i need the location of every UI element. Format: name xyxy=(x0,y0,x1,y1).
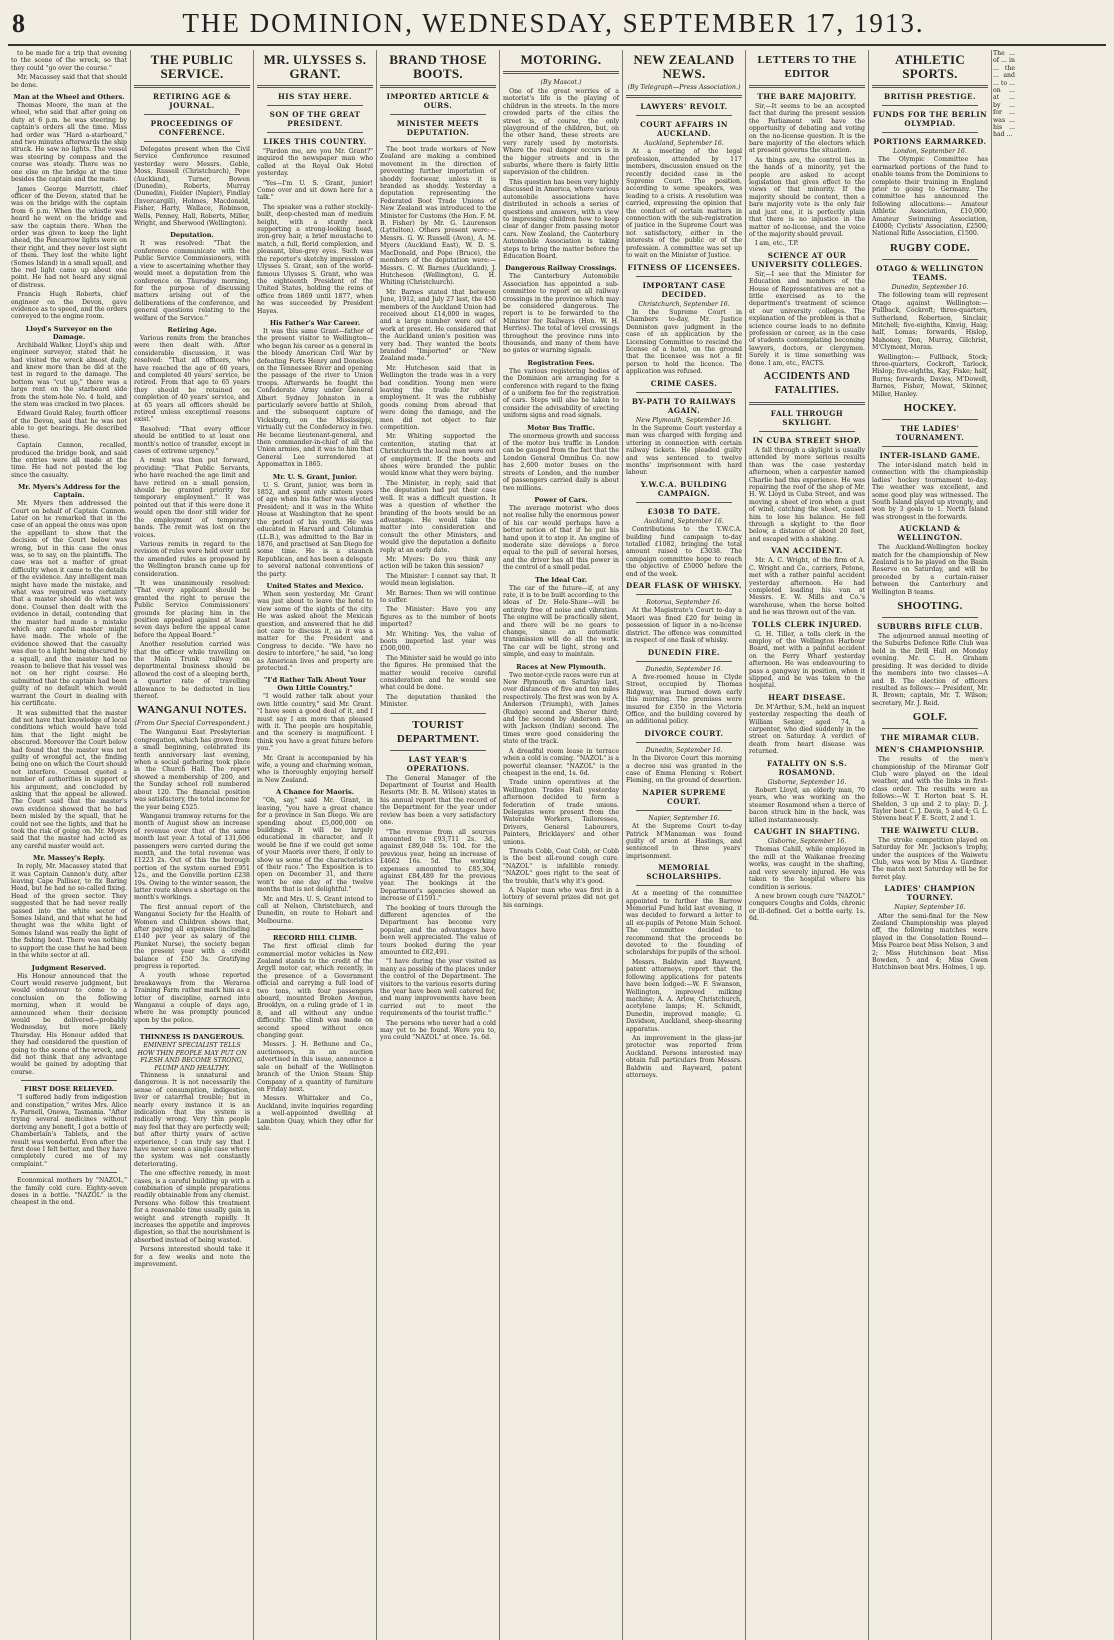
section-heading: Mr. U. S. Grant, Junior. xyxy=(272,472,358,481)
section-heading: Retiring Age. xyxy=(167,325,217,334)
article-subheadline: IMPORTANT CASE DECIDED. xyxy=(642,280,726,299)
article-subheadline: LIKES THIS COUNTRY. xyxy=(263,137,367,146)
section-heading: The Ideal Car. xyxy=(535,575,587,584)
column-6: NEW ZEALAND NEWS. (By Telegraph—Press Association.) LAWYERS' REVOLT. COURT AFFAIRS IN AUCKLAND. Auckland, September 16. At a meeting of the legal profession, attended by 117 members, discussion ensued on the recently decided case in the Supreme Court. The position, according to some speakers, was leading to a crisis. A resolution was carried, expressing the opinion that the conduct of certain matters in connection with the sub-registration of justice in the Supreme Court was not satisfactory, either in the interests of the public or of the profession. A committee was set up to wait on the Minister of Justice. FITNESS OF LICENSEES. IMPORTANT CASE DECIDED. Christchurch, September 16. In the Supreme Court in Chambers to-day, Mr. Justice Denniston gave judgment in the case of an application by the Licensing Committee to rescind the license of a hotel, on the ground that the licensee was not a fit person to hold the licence. The application was refused. CRIME CASES. BY-PATH TO RAILWAYS AGAIN. New Plymouth, September 16. In the Supreme Court yesterday a man was charged with forging and uttering in connection with certain railway tickets. He pleaded guilty and was sentenced to twelve months' imprisonment with hard labour. Y.W.C.A. BUILDING CAMPAIGN. £3038 TO DATE. Auckland, September 16. Contributions to the Y.W.C.A. building fund campaign to-day totalled £1082, bringing the total amount raised to £3038. The campaign committee hope to reach the objective of £5000 before the end of the week. DEAR FLASK OF WHISKY. Rotorua, September 16. At the Magistrate's Court to-day a Maori was fined £20 for being in possession of liquor in a no-license district. The offence was committed in respect of one flask of whisky. DUNEDIN FIRE. Dunedin, September 16. A five-roomed house in Clyde Street, occupied by Thomas Ridgway, was burned down early this morning. The premises were insured for £350 in the Victoria Office, and the building covered by an additional policy. DIVORCE COURT. Dunedin, September 16. In the Divorce Court this morning a decree nisi was granted in the case of Emma Fleming v. Robert Fleming, on the ground of desertion. NAPIER SUPREME COURT. Napier, September 16. At the Supreme Court to-day Patrick M'Manaman was found guilty of arson at Hastings, and sentenced to three years' imprisonment. MEMORIAL SCHOLARSHIPS. At a meeting of the committee appointed to further the Barrow Memorial Fund held last evening, it was decided to forward a letter to all ex-pupils of Petone Main School. The committee decided to recommend that the proceeds be devoted to the founding of scholarships for pupils of the school. Messrs. Baldwin and Rayward, patent attorneys, report that the following applications for patents have been lodged:—W. F. Swanson, Wellington, improved milking machine; A. A. Arlow, Christchurch, acetylene lamps; H. Schmidt, Dunedin, improved mangle; G. Davidson, Auckland, sheep-shearing apparatus. An improvement in the glass-jar protector was reported from Auckland. Persons interested may obtain full particulars from Messrs. Baldwin and Rayward, patent attorneys. xyxy=(623,50,746,1640)
advert-heading: FIRST DOSE RELIEVED. xyxy=(24,1085,114,1094)
section-heading: Judgment Reserved. xyxy=(31,963,107,972)
column-9: The ... of ... in ... the ... and ... to ... on ... at ... by ... for ... was ... his ... had ... xyxy=(993,50,1015,139)
section-heading: A Chance for Maoris. xyxy=(276,788,354,797)
article-subheadline: FATALITY ON S.S. ROSAMOND. xyxy=(767,758,847,777)
article-subheadline: MINISTER MEETS DEPUTATION. xyxy=(396,119,480,137)
section-heading: Registration Fees. xyxy=(527,358,595,367)
article-headline: THE PUBLIC SERVICE. xyxy=(150,52,234,81)
page-number: 8 xyxy=(12,9,25,38)
article-headline: ACCIDENTS AND FATALITIES. xyxy=(763,371,851,396)
newspaper-title: THE DOMINION, WEDNESDAY, SEPTEMBER 17, 1913. xyxy=(182,8,925,38)
article-subheadline: CRIME CASES. xyxy=(650,378,718,388)
article-subheadline: FUNDS FOR THE BERLIN OLYMPIAD. xyxy=(872,110,988,128)
article-subheadline: BY-PATH TO RAILWAYS AGAIN. xyxy=(631,396,737,415)
section-heading: Motor Bus Traffic. xyxy=(527,423,595,432)
article-subheadline: MEN'S CHAMPIONSHIP. xyxy=(875,745,985,755)
article-subheadline: BRITISH PRESTIGE. xyxy=(884,92,976,101)
article-subheadline: THE WAIWETU CLUB. xyxy=(880,825,980,835)
article-subheadline: THE LADIES' TOURNAMENT. xyxy=(895,423,965,442)
byline: (From Our Special Correspondent.) xyxy=(134,719,250,728)
article-subheadline: MEMORIAL SCHOLARSHIPS. xyxy=(646,863,722,882)
masthead xyxy=(8,6,1106,46)
section-heading: Mr. Massey's Reply. xyxy=(33,854,105,863)
article-headline: TOURIST DEPARTMENT. xyxy=(396,718,480,745)
article-headline: ATHLETIC SPORTS. xyxy=(894,52,966,81)
article-subheadline: FALL THROUGH SKYLIGHT. xyxy=(770,409,844,427)
column-8: ATHLETIC SPORTS. BRITISH PRESTIGE. FUNDS FOR THE BERLIN OLYMPIAD. PORTIONS EARMARKED. London, September 16. The Olympic Committee has earmarked portions of the fund to enable teams from the Dominions to complete their training in England prior to going to Germany. The committee has announced the following allocations:— Amateur Athletic Association, £10,000; Amateur Swimming Association, £4000; Cyclists' Association, £2500; National Rifle Association, £1500. RUGBY CODE. OTAGO & WELLINGTON TEAMS. Dunedin, September 16. The following team will represent Otago against Wellington:— Fullback, Cockroft; three-quarters, Sutherland, Robertson, Sinclair, Mitchell; five-eighths, Kinvig, Haig; half, Lomas; forwards, Hislop, Mahoney, Don, Murray, Gilchrist, M'Clymont, Moran. Wellington:— Fullback, Stock; three-quarters, Cockroft, Tarlock, Hislop; five-eighths, Kay, Fiske; half, Burns; forwards, Davies, M'Dowell, Barnes, Fisher, Mowat, Skinner, Miller, Hanley. HOCKEY. THE LADIES' TOURNAMENT. INTER-ISLAND GAME. The inter-island match held in connection with the championship ladies' hockey tournament to-day. The weather was excellent, and some good play was witnessed. The South Island played up strongly, and won by 3 goals to 1. North Island was strongest in the forwards. AUCKLAND & WELLINGTON. The Auckland-Wellington hockey match for the championship of New Zealand is to be played on the Basin Reserve on Saturday, and will be preceded by a curtain-raiser between the Canterbury and Wellington B teams. SHOOTING. SUBURBS RIFLE CLUB. The adjourned annual meeting of the Suburbs Defence Rifle Club was held in the Drill Hall on Monday evening. Mr. C. H. Graham presiding. It was decided to divide the members into two classes—A and B. The election of officers resulted as follows:— President, Mr. R. Brown; captain, Mr. T. Wilson; secretary, Mr. J. Reid. GOLF. THE MIRAMAR CLUB. MEN'S CHAMPIONSHIP. The results of the men's championship of the Miramar Golf Club were played on the ideal weather, and with the links in first-class order. The results were as follows:—W. T. Horton beat S. H. Sheldon, 3 up and 2 to play; D. J. Taylor beat C. J. Davis, 5 and 4; G. L. Stevens beat F. E. Scott, 2 and 1. THE WAIWETU CLUB. The stroke competition played on Saturday for Mr. Jackson's trophy, under the auspices of the Waiwetu Club, was won by Miss A. Gardner. The match next Saturday will be for ferret play. LADIES' CHAMPION TOURNEY. Napier, September 16. After the semi-final for the New Zealand Championship was played off, the following matches were played in the Consolation Round—Miss Pearce beat Miss Nelson, 3 and 2; Miss Hutchinson beat Miss Bowden, 5 and 4; Miss Gwen Hutchinson beat Mrs. Holmes, 1 up. xyxy=(869,50,992,1640)
section-heading: Man at the Wheel and Others. xyxy=(13,93,125,102)
article-subheadline: CAUGHT IN SHAFTING. xyxy=(753,827,861,837)
article-subheadline: RETIRING AGE & JOURNAL. xyxy=(153,92,231,110)
section-heading: His Father's War Career. xyxy=(269,318,361,327)
article-subheadline: DEAR FLASK OF WHISKY. xyxy=(626,581,742,591)
article-headline: MR. ULYSSES S. GRANT. xyxy=(263,52,367,81)
article-subheadline: HEART DISEASE. xyxy=(768,692,846,702)
column-7: LETTERS TO THE EDITOR THE BARE MAJORITY. Sir,—It seems to be an accepted fact that during the present session the Parliament will have the opportunity of debating and voting on the no-license question. It is the bare majority of the electors which at present governs the situation. As things are, the control lies in the hands of a minority, yet the people are asked to accept legislation that gives effect to the views of that minority. If the majority should be content, then a bare majority vote is the only fair and just one, it is perfectly plain that there is no injustice in the matter of no-license, and the voice of the majority should prevail. I am, etc., T.P. SCIENCE AT OUR UNIVERSITY COLLEGES. Sir,—I see that the Minister for Education and members of the House of Representatives are not a little exercised as to the department's treatment of science at our university colleges. The explanation of the problem is that a science course leads to no definite profession or career, as in the case of students contemplating becoming lawyers, doctors, or clergymen. Surely it is time something was done. I am, etc., FACTS. ACCIDENTS AND FATALITIES. FALL THROUGH SKYLIGHT. IN CUBA STREET SHOP. A fall through a skylight is usually attended by more serious results than was the case yesterday afternoon, when a carpenter named Charlie had this experience. He was repairing the roof of the shop of Mr. H. W. Lloyd in Cuba Street, and was moving a sheet of iron when a gust of wind, catching the sheet, caused him to lose his balance. He fell through a skylight to the floor below, a distance of about 20 feet, and escaped with a shaking. VAN ACCIDENT. Mr. A. C. Wright, of the firm of A. C. Wright and Co., carriers, Petone, met with a rather painful accident yesterday afternoon. He had completed loading his van at Messrs. E. W. Mills and Co.'s warehouse, when the horse bolted and he was thrown out of the van. TOLLS CLERK INJURED. G. H. Tiller, a tolls clerk in the employ of the Wellington Harbour Board, met with a painful accident on the Ferry Wharf yesterday afternoon. He was endeavouring to pass a gangway in position, when it slipped, and he was taken to the hospital. HEART DISEASE. Dr. M'Arthur, S.M., held an inquest yesterday respecting the death of William Senior, aged 74, a carpenter, who died suddenly in the street on Saturday. A verdict of death from heart disease was returned. FATALITY ON S.S. ROSAMOND. Gisborne, September 16. Robert Lloyd, an elderly man, 70 years, who was working on the steamer Rosamond when a tierce of bacon struck him in the back, was killed instantaneously. CAUGHT IN SHAFTING. Gisborne, September 16. Thomas Cahill, while employed in the mill at the Waikanae freezing works, was caught in the shafting, and very severely injured. He was taken to the hospital where his condition is serious. A new brown cough cure "NAZOL" conquers Coughs and Colds, chronic or ill-defined. Get a bottle early. 1s. 6d. xyxy=(746,50,869,1640)
section-heading: Races at New Plymouth. xyxy=(516,662,606,671)
article-subheadline: INTER-ISLAND GAME. xyxy=(879,450,981,460)
section-heading: Power of Cars. xyxy=(534,495,588,504)
article-subheadline: LAST YEAR'S OPERATIONS. xyxy=(406,754,470,773)
article-subheadline: COURT AFFAIRS IN AUCKLAND. xyxy=(640,120,728,138)
section-heading: Mr. Myers's Address for the Captain. xyxy=(17,483,121,500)
article-headline: RUGBY CODE. xyxy=(890,241,970,254)
article-subheadline: DIVORCE COURT. xyxy=(644,728,724,738)
section-heading: Dangerous Railway Crossings. xyxy=(505,264,617,273)
article-subheadline: LAWYERS' REVOLT. xyxy=(640,102,728,111)
article-subheadline: FITNESS OF LICENSEES. xyxy=(627,262,741,272)
section-heading: Lloyd's Surveyor on the Damage. xyxy=(25,324,113,341)
article-headline: NEW ZEALAND NEWS. xyxy=(633,52,735,81)
article-subheadline: SON OF THE GREAT PRESIDENT. xyxy=(269,110,361,128)
column-3: MR. ULYSSES S. GRANT. HIS STAY HERE. SON OF THE GREAT PRESIDENT. LIKES THIS COUNTRY. "Pardon me, are you Mr. Grant?" inquired the newspaper man who called at the Royal Oak Hotel yesterday. "Yes—I'm U. S. Grant, junior! Come over and sit down here for a talk." The speaker was a rather stockily-built, deep-chested man of medium height, with a sturdy neck supporting a strong-looking head, iron-grey hair, a brief moustache to match, a full, florid complexion, and pleasant, blue-grey eyes. Such was the reporter's sketchy impression of Ulysses S. Grant, son of the world-famous Ulysses S. Grant, who was the eighteenth President of the United States, holding the reins of office from 1869 until 1877, when he was succeeded by President Hayes. His Father's War Career. It was this same Grant—father of the present visitor to Wellington—who began his career as a general in the bloody American Civil War by defeating Forts Henry and Donelson on the Tennessee River and opening the passage of the river to Union troops. Afterwards he fought the Confederate Army under General Albert Sydney Johnston in a particularly severe battle at Shiloh, and the subsequent capture of Vicksburg, on the Mississippi, virtually cut the Confederacy in two. He became lieutenant-general, and then commander-in-chief of all the Union armies, and it was to him that General Lee surrendered at Appomattox in 1865. Mr. U. S. Grant, Junior. U. S. Grant, junior, was born in 1852, and spent only sixteen years of age when his father was elected President; and it was in the White House at Washington that he spent the period of his youth. He was educated in Harvard and Columbia (LL.B.), was admitted to the Bar in 1876, and practised at San Diego for some time. He is a staunch Republican, and has been a delegate to several national conventions of the party. United States and Mexico. When seen yesterday, Mr. Grant was just about to leave the hotel to view some of the sights of the city. He was asked about the Mexican question, and answered that he did not care to discuss it, as it was a matter for the President and Congress to decide. "We have no desire to interfere," he said, "so long as American lives and property are protected." "I'd Rather Talk About Your Own Little Country." "I would rather talk about your own little country," said Mr. Grant. "I have seen a good deal of it, and I must say I am more than pleased with it. The people are hospitable, and the scenery is magnificent. I think you have a great future before you." Mr. Grant is accompanied by his wife, a young and charming woman, who is thoroughly enjoying herself in New Zealand. A Chance for Maoris. "Oh, say," said Mr. Grant, in leaving, "you have a great chance for a province in San Diego. We are spending about £5,000,000 on buildings. It will be largely educational in character, and it would be fine if we could get some of your Maoris over there, if only to show us some of the characteristics of their race." The Exposition is to open on December 31, and there won't be one day of the twelve months that is not delightful." Mr. and Mrs. U. S. Grant intend to call at Nelson, Christchurch, and Dunedin, en route to Hobart and Melbourne. RECORD HILL CLIMB. The first official climb for commercial motor vehicles in New Zealand stands to the credit of the Argyll motor car, which recently, in the presence of a Government official and carrying a full load of two tons, with four passengers aboard, mounted Broken Avenue, Brooklyn, on a ruling grade of 1 in 8, and all without any undue difficulty. The climb was made on second speed without once changing gear. Messrs. J. H. Bethune and Co., auctioneers, in an auction advertised in this issue, announce a sale on behalf of the Wellington branch of the Union Steam Ship Company of a quantity of furniture on Friday next. Messrs. Whittaker and Co., Auckland, invite inquiries regarding a well-appointed dwelling at Lambton Quay, which they offer for sale. xyxy=(254,50,377,1640)
section-heading: United States and Mexico. xyxy=(266,581,364,590)
article-subheadline: SUBURBS RIFLE CLUB. xyxy=(877,622,983,632)
article-subheadline: IMPORTED ARTICLE & OURS. xyxy=(386,92,490,110)
article-subheadline: OTAGO & WELLINGTON TEAMS. xyxy=(876,263,984,282)
article-headline: MOTORING. xyxy=(520,52,602,67)
article-subheadline: PROCEEDINGS OF CONFERENCE. xyxy=(150,119,234,137)
article-headline: HOCKEY. xyxy=(903,401,957,414)
section-heading: Deputation. xyxy=(170,231,214,240)
columns xyxy=(8,50,1106,1640)
column-5: MOTORING. (By Mascot.) One of the great worries of a motorist's life is the playing of children in the streets. In the more crowded parts of the cities the street is, of course, the only playground of the children, but, on the other hand, these streets are very rarely used by motorists. Where the real danger occurs is in the bigger streets and in the suburbs, where there is fairly little supervision of the children. This question has been very highly discussed in America, where various automobile associations have distributed in schools a series of questions and answers, with a view to impressing children how to keep clear of danger from passing motor cars. New Zealand, the Canterbury Automobile Association is taking steps to bring the matter before the Education Board. Dangerous Railway Crossings. The Canterbury Automobile Association has appointed a sub-committee to report on all railway crossings in the province which may be considered dangerous. The report is to be forwarded to the Minister for Railways (Hon. W. H. Herries). The total of level crossings throughout the province runs into thousands, and many of them have no gates or warning signals. Registration Fees. The various registering bodies of the Dominion are arranging for a conference with regard to the fixing of a uniform fee for the registration of cars. Steps will also be taken to consider the advisability of erecting uniform signs and road signals. Motor Bus Traffic. The enormous growth and success of the motor bus traffic in London can be gauged from the fact that the London General Omnibus Co. now has 2,600 motor buses on the streets of London, and the number of passengers carried daily is about two millions. Power of Cars. The average motorist who does not realise fully the enormous power of his car would perhaps have a better notion of that if he put his hand upon it to stop it. An engine of moderate size develops a force equal to the pull of several horses, and the driver has all this power in the control of a small pedal. The Ideal Car. The car of the future—if, at any rate, it is to be built according to the ideas of Dr. Hele-Shaw—will be entirely free of noise and vibration. The engine will be practically silent, and there will be no gears to change, since an automatic transmission will do all the work. The car will be light, strong and simple, and easy to maintain. Races at New Plymouth. Two motor-cycle races were run at New Plymouth on Saturday last, over distances of five and ten miles respectively. The first was won by A. Anderson (Triumph), with James (Rudge) second and Sherer third; and the second by Anderson also, with Jackson (Indian) second. The times were good considering the state of the track. A dreadful room lease in terrace when a cold is coming. "NAZOL" is a powerful cleanser. "NAZOL" is the cheapest in the end, 1s. 6d. Trade union operatives at the Wellington Trades Hall yesterday afternoon decided to form a federation of trade unions. Delegates were present from the Waterside Workers, Tailoresses, Drivers, General Labourers, Painters, Bricklayers' and other unions. Threats Cobb, Coat Cobb, or Cobb is the best all-round cough cure. "NAZOL" is infallible remedy. "NAZOL" goes right to the seat of the trouble, that's why it's good. A Napier man who was first in a lottery of several prizes did not get his earnings. xyxy=(500,50,623,1640)
byline: (By Telegraph—Press Association.) xyxy=(627,83,741,91)
article-subheadline: THE MIRAMAR CLUB. xyxy=(880,733,980,743)
article-subheadline: AUCKLAND & WELLINGTON. xyxy=(897,524,963,543)
byline: (By Mascot.) xyxy=(540,78,582,86)
article-subheadline: THE BARE MAJORITY. xyxy=(757,92,857,101)
article-subheadline: LADIES' CHAMPION TOURNEY. xyxy=(884,884,976,903)
article-headline: WANGANUI NOTES. xyxy=(137,704,247,717)
section-heading: RECORD HILL CLIMB. xyxy=(272,934,357,943)
article-headline: LETTERS TO THE EDITOR xyxy=(757,54,857,80)
column-1: to be made for a trip that evening to the scene of the wreck, so that they could "go over the course." Mr. Macassey said that that should be done. Man at the Wheel and Others. Thomas Moore, the man at the wheel, who said that after going on duty at 6 p.m. he was steering by captain's orders all the time. Miss had order was "Hard a-starboard," and two minutes afterwards the ship struck. He saw no lights. The vessel was steering by compass and the course was steady. There was no one else on the bridge at the time besides the captain and the mate. James George Marriott, chief officer of the Devon, stated that he was on the bridge with the captain from 6 p.m. When the whistle was heard he went on the bridge and saw the captain there. When the order was given to keep the light ahead, the Pencarrow lights were on their right, and they never lost sight of them. They lost the white light (Somes Island) in a small squall, and the red light came up about one point. He had not heard any signal of distress. Francis Hugh Roberts, chief engineer on the Devon, gave evidence as to speed, and the orders conveyed to the engine room. Lloyd's Surveyor on the Damage. Archibald Walker, Lloyd's ship and engineer surveyor, stated that he had visited the wreck almost daily, and knew more than he did at the test in regard to the damage. The bottom was "cut up," there was a large rent on the starboard side from the stem-hole No. 4 hold, and the stem was cracked in two places. Edward Gould Raley, fourth officer of the Devon, said that he was not able to get bearings. He described these. Captain Cannon, recalled, produced the bridge book, and said the entries were all made at the time. He had not posted the log since the casualty. Mr. Myers's Address for the Captain. Mr. Myers then addressed the Court on behalf of Captain Cannon. Later on he remarked that in the case of an appeal the onus was upon the appellant to show that the decision of the Court below was wrong, but in this case the onus was, so to say, on the plaintiffs. The case was not a matter of great difficulty when it came to the details of the evidence. Any intelligent man might have made the mistake, and what was required was certainty that a master should do what was done. Counsel then dealt with the evidence in detail, contending that the master had made a mistake which any careful master might have made. The whole of the evidence showed that the casualty was due to a light being obscured by a squall, and the master had no reason to believe that his vessel was not on her right course. He submitted that the captain had been guilty of no default which would warrant the Court in dealing with his certificate. It was submitted that the master did not have that knowledge of local conditions which would have told him that the light might be obscured. Moreover the Court below had found that the master was not guilty of wrongful act, the finding being one on which the Court should not interfere. Counsel quoted a number of authorities in support of his argument, and concluded by asking that the appeal be allowed. The Court said that the master's own evidence showed that he had been misled by the squall, that he could not see the lights, and that he took the risk of going on. Mr. Myers said that the master had acted as any careful master would act. Mr. Massey's Reply. In reply, Mr. Macassey stated that it was Captain Cannon's duty, after leaving Cape Palliser, to fix Baring Head, but he had no so-called fixing. Head of the green sector. They suggested that he had never really passed into the white sector of Somes Island, and that what he had thought was the white light of Somes Island was really the light of the fishing boat. There was nothing to support the case that he had been in the white sector at all. Judgment Reserved. His Honour announced that the Court would reserve judgment, but would endeavour to come to a conclusion on the following morning, when it would be announced when their decision would be delivered—probably Wednesday, but more likely Thursday. His Honour added that they had considered the question of going to the scene of the wreck, and did not think that any advantage would be gained by adopting that course. FIRST DOSE RELIEVED. "I suffered badly from indigestion and constipation," writes Mrs. Alice A. Parnell, Onewa, Tasmania. "After trying several medicines without deriving any benefit, I got a bottle of Chamberlain's Tablets, and the result was wonderful. Even after the first dose I felt better, and they have completely cured me of my complaint." Economical mothers by "NAZOL," the family cold cure. Eighty-seven doses in a bottle. "NAZOL" is the cheapest in the end. xyxy=(8,50,131,1640)
section-heading: "I'd Rather Talk About Your Own Little Country." xyxy=(263,676,367,693)
article-subheadline: DUNEDIN FIRE. xyxy=(647,647,721,657)
article-subheadline: £3038 TO DATE. xyxy=(647,506,721,516)
article-subheadline: HIS STAY HERE. xyxy=(277,92,353,101)
article-subheadline: IN CUBA STREET SHOP. xyxy=(752,436,862,445)
article-subheadline: VAN ACCIDENT. xyxy=(771,546,843,556)
article-headline: SHOOTING. xyxy=(897,600,963,613)
article-subheadline: NAPIER SUPREME COURT. xyxy=(642,787,726,806)
column-2: THE PUBLIC SERVICE. RETIRING AGE & JOURNAL. PROCEEDINGS OF CONFERENCE. Delegates present when the Civil Service Conference resumed yesterday were Messrs. Goble, Moss, Russell (Christchurch), Pope (Auckland), Turner, Bowen (Dunedin), Roberts, Murray (Dunedin), Fielder (Napier), Findlay (Invercargill), Holmes, Macdonald, Fisher, Harty, Wallace, Robinson, Wells, Penney, Hall, Roberts, Miller, Wright, and Sherwood (Wellington). Deputation. It was resolved: "That the conference communicate with the Public Service Commissioners, with a view to ascertaining whether they would meet a deputation from the conference on Thursday morning, for the purpose of discussing matters arising out of the deliberations of the conference, and general questions relating to the welfare of the Service." Retiring Age. Various remits from the branches were then dealt with. After considerable discussion, it was resolved: "That all officers, who have reached the age of 60 years, and completed 40 years' service, be retired. From that age to 65 years they should be retained on completion of 40 years' service, and at 65 years all officers should be retired unless exceptional reasons exist." Resolved: "That every officer should be entitled to at least one month's notice of transfer, except in cases of extreme urgency." A remit was then put forward, providing: "That Public Servants, who have reached the age limit and have retired on a small pension, should be granted priority for temporary employment." It was pointed out that if this were done it would open the door still wider for the employment of temporary hands. The remit was lost on the voices. Various remits in regard to the revision of rules were held over until the amended rules as proposed by the Wellington branch came up for consideration. It was unanimously resolved: "That every applicant should be granted the right to peruse the Public Service Commissioners' grounds for placing him in the position appealed against at least seven days before the appeal came before the Appeal Board." Another resolution carried was that the officer while travelling on the Main Trunk railway on departmental business should be allowed the cost of a sleeping berth, a quarter rate of travelling allowance to be deducted in lieu thereof. WANGANUI NOTES. (From Our Special Correspondent.) The Wanganui East Presbyterian congregation, which has grown from a small beginning, celebrated its tenth anniversary last evening, when a social gathering took place in the Church Hall. The report showed a membership of 200, and the Sunday school roll numbered about 120. The financial position was satisfactory, the total income for the year being £525. Wanganui tramway returns for the month of August show an increase of revenue over that of the same month last year. A total of 131,606 passengers were carried during the month, and the total revenue was £1223 2s. Out of this the borough portion of the system earned £951 12s., and the Gonville portion £238 19s. Owing to the winter season, the latter route shows a shortage on the month's workings. The first annual report of the Wanganui Society for the Health of Women and Children shows that, after paying all expenses (including £140 per year as salary of the Plunket Nurse), the society began the present year with a credit balance of £50 3s. Gratifying progress is reported. A youth whose reported breakaways from the Weraroa Training Farm rather mark him as a letter of discipline, earned into Wanganui a couple of days ago, where he was promptly pounced upon by the police. THINNESS IS DANGEROUS. EMINENT SPECIALIST TELLS HOW THIN PEOPLE MAY PUT ON FLESH AND BECOME STRONG, PLUMP AND HEALTHY. Thinness is unnatural and dangerous. It is not necessarily the sense of consumption, indigestion, liver or catarrhal trouble; but in nearly every instance it is an indication that the system is radically wrong. Very thin people may feel that they are perfectly well; but after thirty years of active experience, I can truly say that I have never seen a single case where the system was not constantly deteriorating. The one effective remedy, in most cases, is a careful building up with a combination of simple preparations readily obtainable from any chemist. Persons who follow this treatment for a reasonable time usually gain in weight and strength rapidly. It increases the appetite and improves digestion, so that the nourishment is absorbed instead of being wasted. Persons interested should take it for a few weeks and note the improvement. xyxy=(131,50,254,1640)
article-headline: GOLF. xyxy=(912,711,948,724)
advert-heading: THINNESS IS DANGEROUS. xyxy=(139,1033,245,1042)
article-subheadline: PORTIONS EARMARKED. xyxy=(873,137,987,146)
column-4: BRAND THOSE BOOTS. IMPORTED ARTICLE & OURS. MINISTER MEETS DEPUTATION. The boot trade workers of New Zealand are making a combined movement in the direction of preventing further importation of shoddy footwear, unless it is branded as shoddy. Yesterday a deputation representing the Federated Boot Trade Unions of New Zealand was introduced to the Minister for Customs (the Hon. F. M. B. Fisher) by Mr. G. Laurenson (Lyttelton). Others present were:—Messrs. G. W. Russell (Avon), A. M. Myers (Auckland East), W. D. S. MacDonald, and Pope (Bruce), the members of the deputation were:—Messrs. C. W. Barnes (Auckland), J. Hutcheson (Wellington), G. H. Whiting (Christchurch). Mr. Barnes stated that between June, 1912, and July 27 last, the 450 members of the Auckland Union had received about £14,000 in wages, and a large number were out of work at present. He considered that the Auckland union's position was very bad. They wanted the boots branded "Imported" or "New Zealand made." Mr. Hutcheson said that in Wellington the trade was in a very bad condition. Young men were leaving the trade for other employment. It was the rubbishy goods coming from abroad that were doing the damage, and the men did not object to fair competition. Mr. Whiting supported the contention, stating that at Christchurch the local men were out of employment. If the boots and shoes were branded the public would know what they were buying. The Minister, in reply, said that the deputation had put their case well. It was a difficult question. It was a question of whether the branding of the boots would be an advantage. He would take the matter into consideration and consult the other Ministers, and would give the deputation a definite reply at an early date. Mr. Myers: Do you think any action will be taken this session? The Minister: I cannot say that. It would mean legislation. Mr. Barnes: Then we will continue to suffer. The Minister: Have you any figures as to the number of boots imported? Mr. Whiting: Yes, the value of boots imported last year was £500,000. The Minister said he would go into the figures. He promised that the matter would receive careful consideration and he would see what could be done. The deputation thanked the Minister. TOURIST DEPARTMENT. LAST YEAR'S OPERATIONS. The General Manager of the Department of Tourist and Health Resorts (Mr. B. M. Wilson) states in his annual report that the record of the Department for the year under review has been a very satisfactory one. "The revenue from all sources amounted to £93,711 2s. 3d., against £89,048 5s. 10d. for the previous year, being an increase of £4662 16s. 5d. The working expenses amounted to £85,304, against £84,489 for the previous year. The bookings at the Department's agencies showed an increase of £1591." The booking of tours through the different agencies of the Department has become very popular, and the advantages have been well appreciated. The value of tours booked during the year amounted to £82,491. "I have during the year visited as many as possible of the places under the control of the Department. The visitors to the various resorts during the year have been well catered for, and many improvements have been carried out to meet the requirements of the tourist traffic." The persons who never had a cold may yet to be found. Were you to, you could "NAZOL" at once. 1s. 6d. xyxy=(377,50,500,1640)
article-subheadline: SCIENCE AT OUR UNIVERSITY COLLEGES. xyxy=(751,250,863,269)
article-headline: BRAND THOSE BOOTS. xyxy=(389,52,487,81)
article-subheadline: Y.W.C.A. BUILDING CAMPAIGN. xyxy=(640,479,728,498)
article-subheadline: TOLLS CLERK INJURED. xyxy=(752,619,862,629)
